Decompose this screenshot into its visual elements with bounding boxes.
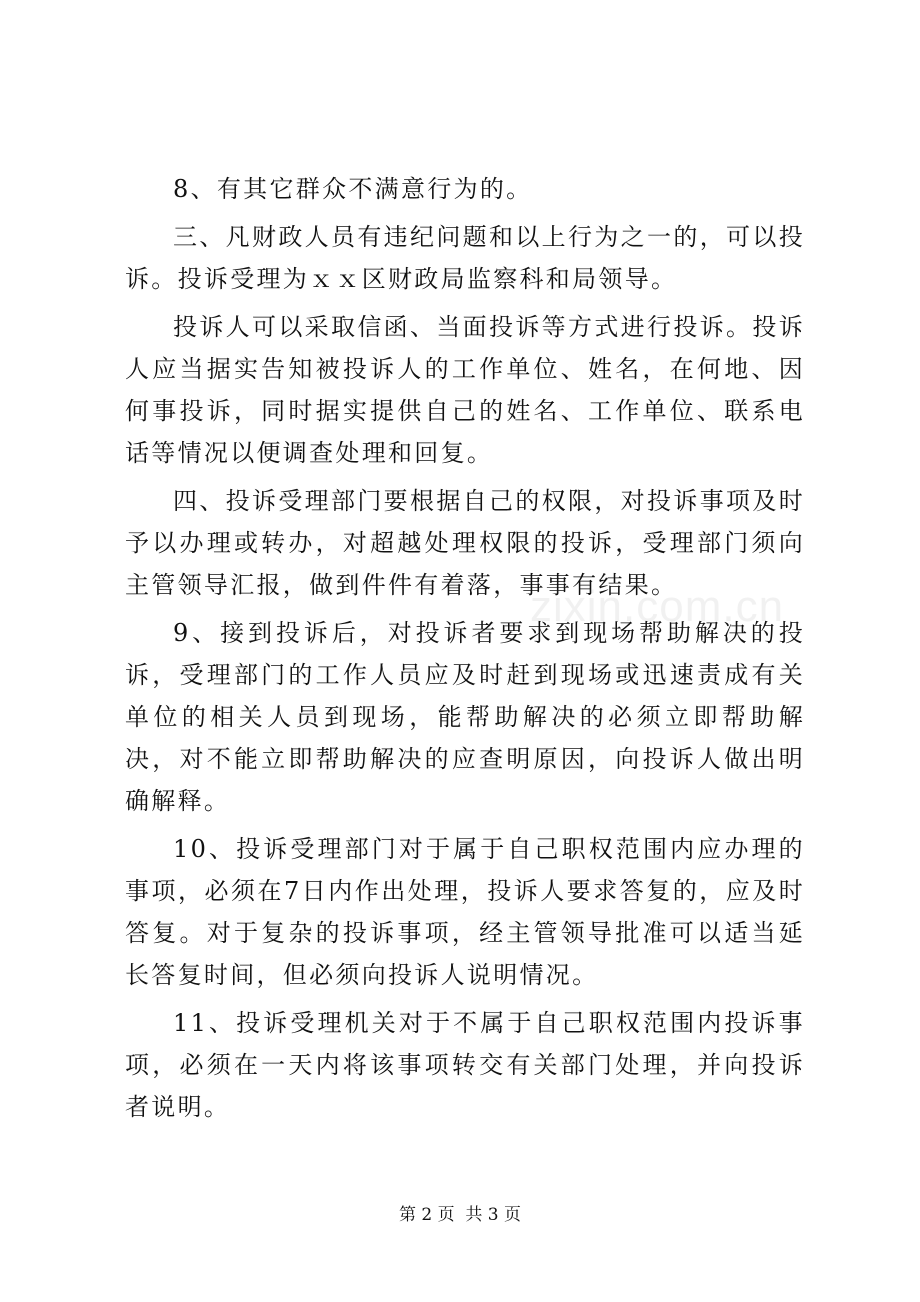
page-footer: 第 2 页 共 3 页 [398,1205,522,1225]
paragraph-item-10: 10、投诉受理部门对于属于自己职权范围内应办理的事项，必须在7日内作出处理，投诉人要求答复的，应及时答复。对于复杂的投诉事项，经主管领导批准可以适当延长答复时间，但必须向投诉人说明情况。 [125,835,805,989]
paragraph-item-9: 9、接到投诉后，对投诉者要求到现场帮助解决的投诉，受理部门的工作人员应及时赶到现场或迅速责成有关单位的相关人员到现场，能帮助解决的必须立即帮助解决，对不能立即帮助解决的应查明原因，向投诉人做出明确解释。 [125,619,805,815]
paragraph-item-8: 8、有其它群众不满意行为的。 [173,175,533,203]
paragraph-complaint-method: 投诉人可以采取信函、当面投诉等方式进行投诉。投诉人应当据实告知被投诉人的工作单位、姓名，在何地、因何事投诉，同时据实提供自己的姓名、工作单位、联系电话等情况以便调查处理和回复。 [125,313,805,467]
paragraph-section-4: 四、投诉受理部门要根据自己的权限，对投诉事项及时予以办理或转办，对超越处理权限的投诉，受理部门须向主管领导汇报，做到件件有着落，事事有结果。 [125,487,805,599]
paragraph-item-11: 11、投诉受理机关对于不属于自己职权范围内投诉事项，必须在一天内将该事项转交有关部门处理，并向投诉者说明。 [125,1009,805,1121]
paragraph-section-3: 三、凡财政人员有违纪问题和以上行为之一的，可以投诉。投诉受理为ｘｘ区财政局监察科和局领导。 [125,223,805,293]
document-body [125,168,805,1134]
watermark: zixin.com.cn [530,582,785,631]
